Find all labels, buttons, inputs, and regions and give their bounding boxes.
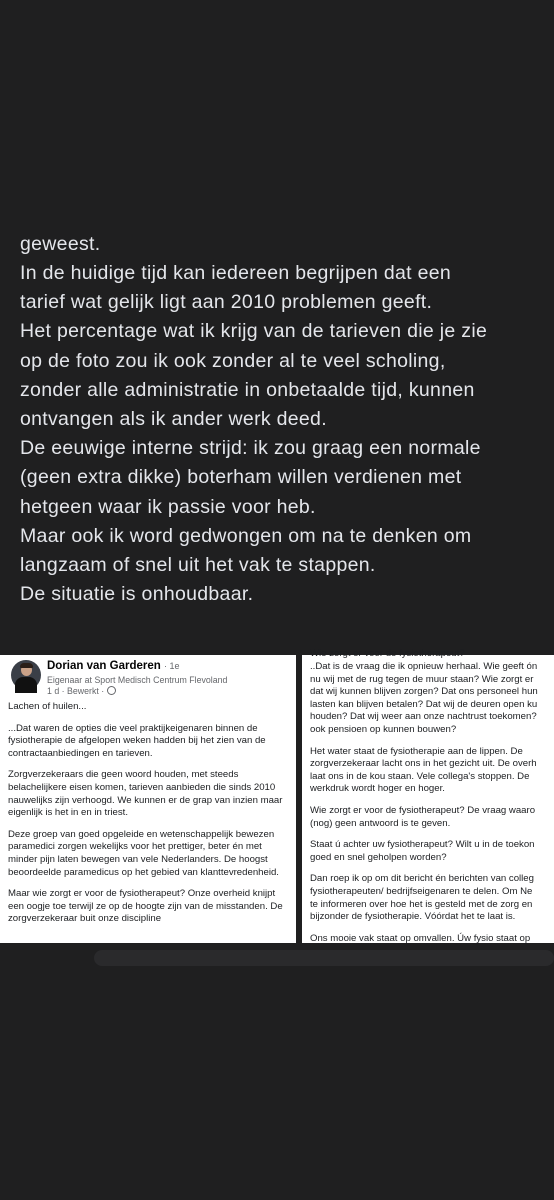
author-headline: Eigenaar at Sport Medisch Centrum Flevoland [47,675,228,685]
post-paragraph: Maar wie zorgt er voor de fysiotherapeut? Onze overheid knijpt een oogje toe terwijl ze op de hoogte zijn van de misstanden. De zorgverzekeraar buit onze discipline [8,888,283,925]
post-line: (geen extra dikke) boterham willen verdienen met [20,466,462,489]
post-body-text [20,233,554,609]
post-line: In de huidige tijd kan iedereen begrijpen dat een [20,262,452,284]
post-paragraph: Dan roep ik op om dit bericht én berichten van colleg fysiotherapeuten/ bedrijfseigenaren te delen. Om Ne te informeren over hoe het is gesteld met de zorg en bijzonder de fysiotherapie. Vóórdat het te laat is. [310,873,534,923]
author-name[interactable]: Dorian van Garderen · 1e [47,660,180,672]
horizontal-scrollbar[interactable] [94,950,554,966]
globe-icon [107,686,116,695]
post-line: langzaam of snel uit het vak te stappen. [20,553,376,576]
avatar[interactable] [11,660,41,690]
post-paragraph: Ons mooie vak staat op omvallen. Úw fysio staat op [310,932,531,944]
post-paragraph: Deze groep van goed opgeleide en wetenschappelijk bewezen paramedici zorgen wekelijks voor het prettiger, beter én met minder pijn laten bewegen van vele Nederlanders. De hoogst beoordeelde paramedicus op het gebied van klanttevredenheid. [8,828,279,878]
post-meta: 1 d · Bewerkt · [47,685,116,698]
post-line: ontvangen als ik ander werk deed. [20,407,327,430]
attached-screenshot-right[interactable] [302,648,554,944]
post-line: Maar ook ik word gedwongen om na te denken om [20,524,472,547]
post-line: hetgeen waar ik passie voor heb. [20,495,316,518]
post-paragraph: ...Dat waren de opties die veel praktijkeigenaren binnen de fysiotherapie de afgelopen weken hadden bij het zien van de contractaanbiedingen en tarieven. [8,722,266,759]
post-paragraph: Wie zorgt er voor de fysiotherapeut? De vraag waaro (nog) geen antwoord is te geven. [310,804,536,829]
post-line: geweest. [20,233,101,255]
post-paragraph: ..Dat is de vraag die ik opnieuw herhaal. Wie geeft ón nu wij met de rug tegen de muur staan? Wie zorgt er dat wij kunnen blijven zorgen? Dat ons personeel hun lasten kan blijven betalen? Dat wij de deuren open ku houden? Dat wij weer aan onze nachtrust toekomen? ook pensioen op kunnen bouwen? [310,661,538,735]
connection-degree: · 1e [163,661,180,671]
post-paragraph: Het water staat de fysiotherapie aan de lippen. De zorgverzekeraar lacht ons in het gezicht uit. De overh laat ons in de kou staan. Vele collega's stoppen. De werkdruk wordt hoger en hoger. [310,745,537,795]
post-header [0,655,296,701]
post-line: De situatie is onhoudbaar. [20,583,254,606]
post-line: op de foto zou ik ook zonder al te veel scholing, [20,349,446,372]
attached-screenshot-left[interactable] [0,655,296,943]
post-line: De eeuwige interne strijd: ik zou graag een normale [20,437,481,460]
clipped-heading: Wie zorgt er voor de fysiotherapeut? [310,648,465,659]
post-line: Het percentage wat ik krijg van de tarieven die je zie [20,320,488,343]
post-paragraph: Lachen of huilen... [8,701,87,712]
post-paragraph: Zorgverzekeraars die geen woord houden, met steeds belachelijkere eisen komen, tarieven aanbieden die sinds 2010 nauwelijks zijn verhoogd. We kunnen er de grap van inzien maar eigenlijk is het in en in triest. [8,769,283,819]
post-line: zonder alle administratie in onbetaalde tijd, kunnen [20,378,475,401]
post-paragraph: Staat ú achter uw fysiotherapeut? Wilt u in de toekon goed en snel geholpen worden? [310,839,535,863]
post-line: tarief wat gelijk ligt aan 2010 problemen geeft. [20,291,433,314]
